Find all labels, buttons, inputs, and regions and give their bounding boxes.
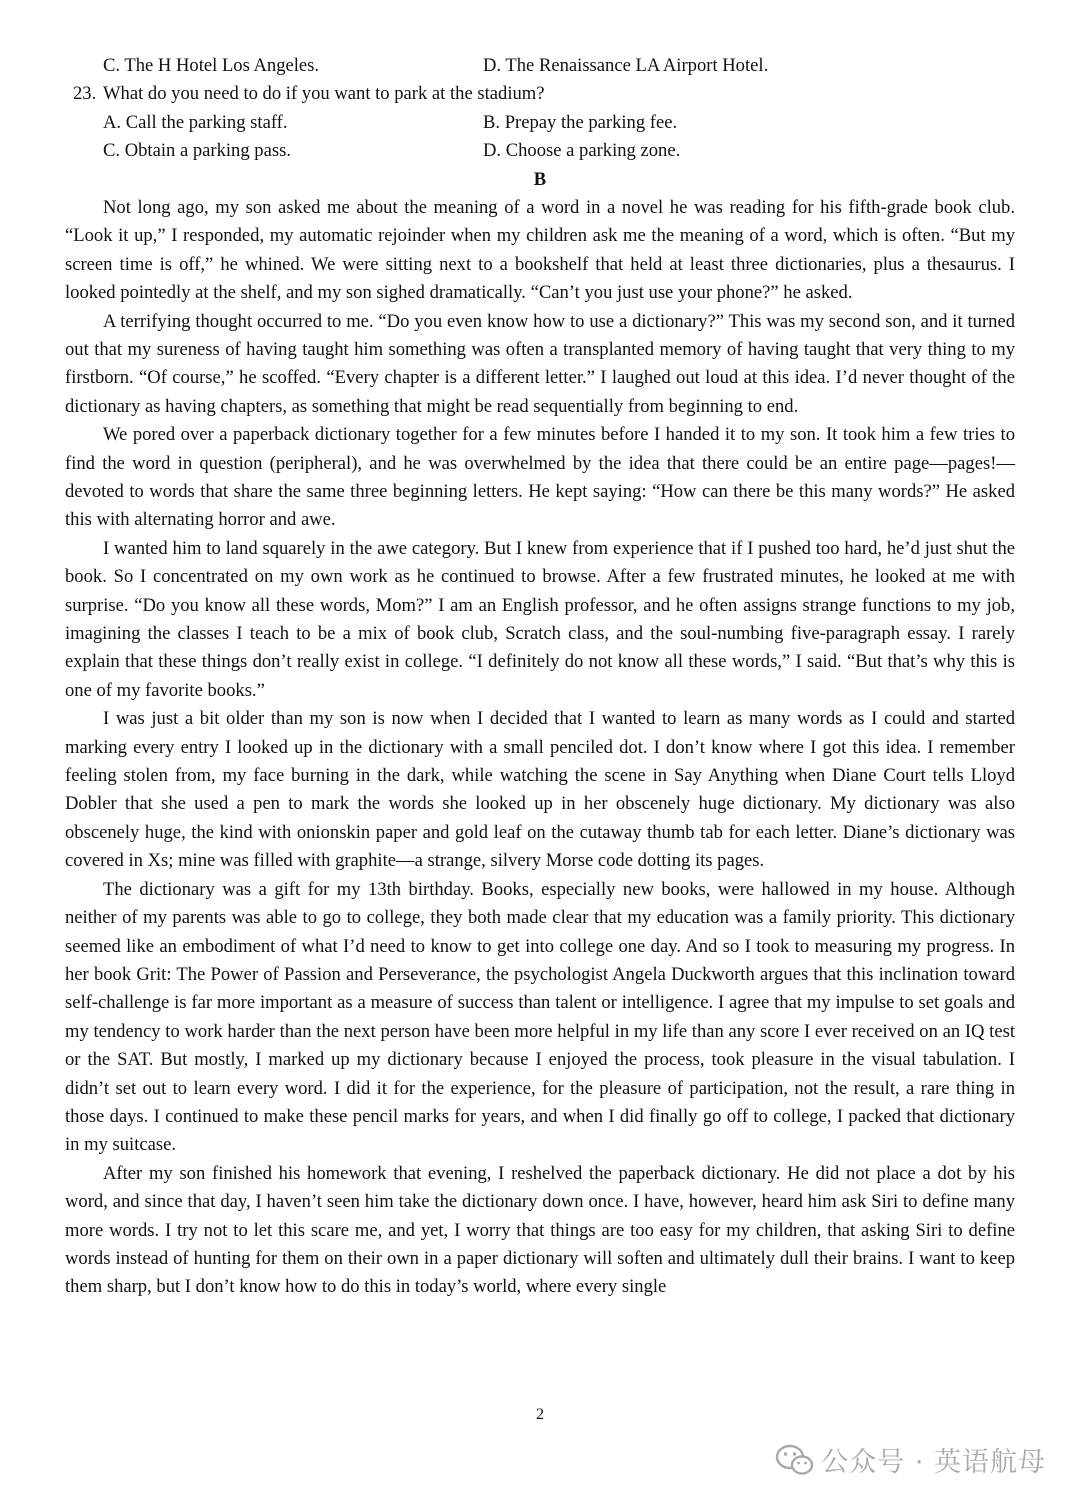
section-heading: B — [533, 168, 547, 190]
q23-option-c: C. Obtain a parking pass. — [103, 140, 291, 162]
passage-paragraph: I was just a bit older than my son is now when I decided that I wanted to learn as many words as I could and started marking every entry I looked up in the dictionary with a small penciled dot. I don’t know where I got this idea. I remember feeling stolen from, my face burning in the dark, while watching the scene in Say Anything when Diane Court tells Lloyd Dobler that she used a pen to mark the words she looked up in her obscenely huge dictionary. My dictionary was also obscenely huge, the kind with onionskin paper and gold leaf on the cutaway thumb tab for each letter. Diane’s dictionary was covered in Xs; mine was filled with graphite—a strange, silvery Morse code dotting its pages. — [65, 708, 1015, 872]
wechat-icon — [775, 1443, 815, 1477]
passage-paragraph: Not long ago, my son asked me about the meaning of a word in a novel he was reading for his fifth-grade book club. “Look it up,” I responded, my automatic rejoinder when my children ask me the meaning of a word, which is often. “But my screen time is off,” he whined. We were sitting next to a bookshelf that held at least three dictionaries, plus a thesaurus. I looked pointedly at the shelf, and my son sighed dramatically. “Can’t you just use your phone?” he asked. — [65, 196, 1015, 304]
q23-option-b: B. Prepay the parking fee. — [483, 111, 678, 133]
exam-page — [65, 52, 1015, 1302]
question-stem: What do you need to do if you want to park at the stadium? — [103, 83, 545, 105]
passage-paragraph: We pored over a paperback dictionary together for a few minutes before I handed it to my son. It took him a few tries to find the word in question (peripheral), and he was overwhelmed by the idea that there could be an entire page—pages!—devoted to words that share the same three beginning letters. He kept saying: “How can there be this many words?” He asked this with alternating horror and awe. — [65, 424, 1015, 531]
question-23 — [65, 80, 1015, 108]
watermark-text: 公众号 · 英语航母 — [821, 1447, 1046, 1478]
passage-paragraph: After my son finished his homework that evening, I reshelved the paperback dictionary. He did not place a dot by his word, and since that day, I haven’t seen him take the dictionary down once. I have, however, heard him ask Siri to define many more words. I try not to let this scare me, and yet, I worry that things are too easy for my children, that asking Siri to define words instead of hunting for them on their own in a paper dictionary will soften and ultimately dull their brains. I want to keep them sharp, but I don’t know how to do this in today’s world, where every single — [65, 1162, 1015, 1298]
q23-option-a: A. Call the parking staff. — [103, 111, 288, 133]
q22-option-c: C. The H Hotel Los Angeles. — [103, 55, 320, 76]
q23-options-row-cd — [65, 137, 1015, 165]
question-number: 23. — [73, 83, 97, 105]
passage-paragraph: A terrifying thought occurred to me. “Do you even know how to use a dictionary?” This was my second son, and it turned out that my sureness of having taught him something was often a transplanted memory of having taught that very thing to my firstborn. “Of course,” he scoffed. “Every chapter is a different letter.” I laughed out loud at this idea. I’d never thought of the dictionary as having chapters, as something that might be read sequentially from beginning to end. — [65, 310, 1015, 417]
q22-option-d: D. The Renaissance LA Airport Hotel. — [483, 55, 769, 76]
passage-paragraph: The dictionary was a gift for my 13th birthday. Books, especially new books, were hallowed in my house. Although neither of my parents was able to go to college, they both made clear that my education was a family priority. This dictionary seemed like an embodiment of what I’d need to know to get into college one day. And so I took to measuring my progress. In her book Grit: The Power of Passion and Perseverance, the psychologist Angela Duckworth argues that this inclination toward self-challenge is far more important as a measure of success than talent or intelligence. I agree that my impulse to set goals and my tendency to work harder than the next person have been more helpful in my life than any score I ever received on an IQ test or the SAT. But mostly, I marked up my dictionary because I enjoyed the process, took pleasure in the visual tabulation. I didn’t set out to learn every word. I did it for the experience, for the pleasure of participation, not the result, a rare thing in those days. I continued to make these pencil marks for years, and when I did finally go off to college, I packed that dictionary in my suitcase. — [65, 878, 1015, 1156]
passage-paragraph: I wanted him to land squarely in the awe category. But I knew from experience that if I pushed too hard, he’d just shut the book. So I concentrated on my own work as he continued to browse. After a few frustrated minutes, he looked at me with surprise. “Do you know all these words, Mom?” I am an English professor, and he often assigns strange functions to my job, imagining the classes I teach to be a mix of book club, Scratch class, and the soul-numbing five-paragraph essay. I rarely explain that these things don’t really exist in college. “I definitely do not know all these words,” I said. “But that’s why this is one of my favorite books.” — [65, 537, 1015, 701]
page-number: 2 — [536, 1406, 544, 1423]
q23-options-row-ab — [65, 109, 1015, 137]
watermark — [775, 1440, 1046, 1479]
q22-options-row-cd — [65, 52, 1015, 80]
q23-option-d: D. Choose a parking zone. — [483, 140, 681, 162]
